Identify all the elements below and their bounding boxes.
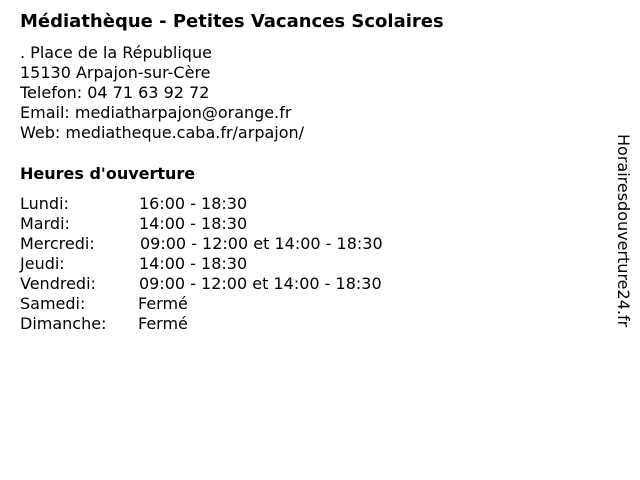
time-value: 16:00 - 18:30 bbox=[139, 194, 248, 213]
phone-number: Telefon: 04 71 63 92 72 bbox=[20, 83, 210, 102]
hours-heading: Heures d'ouverture bbox=[20, 164, 196, 183]
time-value: 14:00 - 18:30 bbox=[139, 214, 248, 233]
day-label: Lundi: bbox=[20, 194, 69, 213]
day-label: Samedi: bbox=[20, 294, 86, 313]
contact-info bbox=[20, 43, 304, 143]
day-label: Mardi: bbox=[20, 214, 70, 233]
time-value: 09:00 - 12:00 et 14:00 - 18:30 bbox=[140, 234, 383, 253]
time-value: Fermé bbox=[138, 294, 188, 313]
address-line-2: 15130 Arpajon-sur-Cère bbox=[20, 63, 211, 82]
address-line-1: . Place de la République bbox=[20, 43, 212, 62]
email-address: Email: mediatharpajon@orange.fr bbox=[20, 103, 292, 122]
brand-watermark: Horairesdouverture24.fr bbox=[614, 134, 633, 328]
time-value: Fermé bbox=[138, 314, 188, 333]
time-value: 09:00 - 12:00 et 14:00 - 18:30 bbox=[139, 274, 382, 293]
day-label: Dimanche: bbox=[20, 314, 107, 333]
website-url: Web: mediatheque.caba.fr/arpajon/ bbox=[20, 123, 305, 142]
day-label: Vendredi: bbox=[20, 274, 96, 293]
day-label: Jeudi: bbox=[20, 254, 65, 273]
time-value: 14:00 - 18:30 bbox=[139, 254, 248, 273]
page-title: Médiathèque - Petites Vacances Scolaires bbox=[20, 11, 444, 32]
day-label: Mercredi: bbox=[20, 234, 95, 253]
